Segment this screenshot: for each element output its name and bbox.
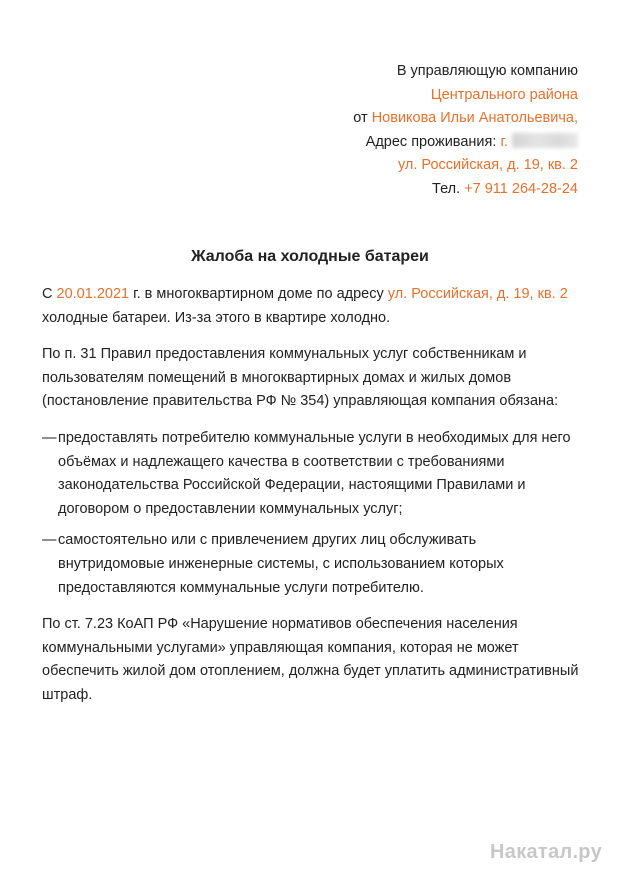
paragraph-intro — [42, 283, 582, 330]
incident-date: 20.01.2021 — [56, 286, 130, 302]
document-title: Жалоба на холодные батареи — [191, 248, 429, 265]
address-label: Адрес проживания: — [365, 133, 501, 150]
list-item-text: предоставлять потребителю коммунальные услуги в необходимых для него объёмах и надлежащего качества в соответствии с требованиями законодательства Российской Федерации, настоящими Правилами и договором о предоставлении коммунальных услуг; — [58, 429, 571, 517]
phone-number: +7 911 264-28-24 — [464, 180, 578, 197]
paragraph-penalty: По ст. 7.23 КоАП РФ «Нарушение нормативов обеспечения населения коммунальными услугами» управляющая компания, которая не может обеспечить жилой дом отоплением, должна будет уплатить административный штраф. — [42, 616, 579, 703]
address-line — [353, 131, 578, 155]
p1-text-2: г. в многоквартирном доме по адресу — [129, 286, 388, 302]
dash-marker: — — [42, 532, 57, 549]
p1-text-3: холодные батареи. Из-за этого в квартире холодно. — [42, 309, 391, 326]
list-item — [42, 427, 582, 521]
address-city: г. — [500, 133, 508, 150]
document-body — [42, 283, 582, 721]
company-line — [353, 84, 578, 108]
dash-marker: — — [42, 429, 57, 446]
phone-line — [353, 178, 578, 202]
p1-text-1: С — [42, 286, 57, 302]
sender-name: Новикова Ильи Анатольевича, — [371, 110, 578, 127]
sender-line — [353, 107, 578, 131]
recipient-block — [353, 60, 578, 202]
recipient-line — [353, 60, 578, 84]
address-street: ул. Российская, д. 19, кв. 2 — [397, 157, 578, 174]
street-line — [353, 154, 578, 178]
recipient-text: В управляющую компанию — [396, 63, 578, 79]
redacted-blur — [512, 133, 578, 148]
incident-address: ул. Российская, д. 19, кв. 2 — [387, 286, 568, 302]
obligations-list — [42, 427, 582, 600]
list-item — [42, 529, 582, 600]
sender-prefix: от — [353, 110, 372, 127]
list-item-text: самостоятельно или с привлечением других лиц обслуживать внутридомовые инженерные системы, с использованием которых предоставляются коммунальные услуги потребителю. — [58, 532, 504, 596]
phone-label: Тел. — [432, 180, 465, 197]
watermark: Накатал.ру — [490, 841, 602, 863]
company-name: Центрального района — [430, 86, 578, 103]
paragraph-rules: По п. 31 Правил предоставления коммунальных услуг собственникам и пользователям помещений в многоквартирных домах и жилых домов (постановление правительства РФ № 354) управляющая компания обязана: — [42, 346, 559, 410]
